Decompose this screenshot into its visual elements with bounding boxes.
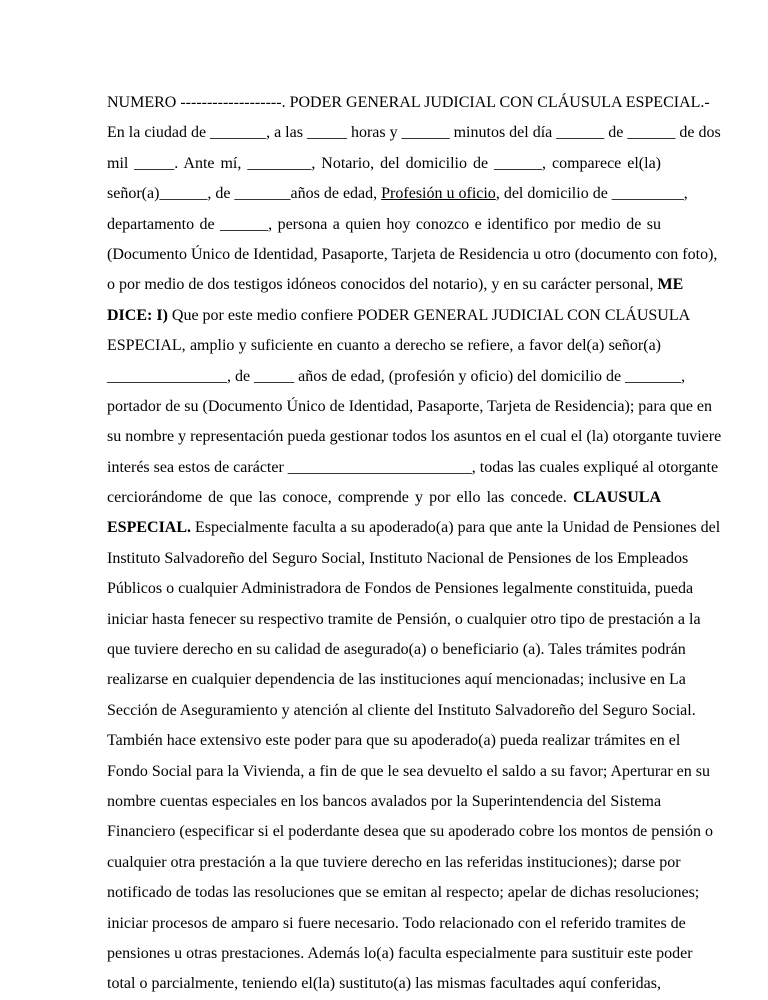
- text-line: [107, 757, 710, 787]
- text-line: [107, 665, 686, 695]
- text-line: [107, 878, 700, 908]
- text-line: [107, 605, 701, 635]
- text-line: [107, 210, 661, 240]
- text-segment: señor(a)______, de _______años de edad,: [107, 185, 382, 203]
- text-line: [107, 179, 688, 209]
- bold-text: DICE: I): [107, 306, 168, 324]
- text-line: [107, 118, 721, 148]
- text-segment: pensiones u otras prestaciones. Además lo(a) faculta especialmente para sustituir este poder: [107, 944, 693, 962]
- text-segment: ESPECIAL, amplio y suficiente en cuanto a derecho se refiere, a favor del(a) señor(a): [107, 337, 661, 355]
- bold-text: ESPECIAL.: [107, 519, 192, 537]
- text-line: [107, 848, 681, 878]
- text-line: [107, 574, 694, 604]
- text-segment: Especialmente faculta a su apoderado(a) para que ante la Unidad de Pensiones del: [191, 519, 721, 537]
- text-segment: interés sea estos de carácter _______________________, todas las cuales expliqué al otorgante: [107, 458, 719, 476]
- text-line: [107, 817, 714, 847]
- text-segment: En la ciudad de _______, a las _____ horas y ______ minutos del día ______ de ______ de dos: [107, 124, 721, 142]
- text-line: [107, 513, 721, 543]
- text-line: [107, 909, 686, 939]
- text-segment: su nombre y representación pueda gestionar todos los asuntos en el cual el (la) otorgante tuviere: [107, 428, 722, 446]
- text-line: [107, 726, 681, 756]
- text-segment: Que por este medio confiere PODER GENERAL JUDICIAL CON CLÁUSULA: [167, 306, 691, 324]
- text-segment: total o parcialmente, teniendo el(la) sustituto(a) las mismas facultades aquí conferidas,: [107, 975, 661, 993]
- text-segment: También hace extensivo este poder para que su apoderado(a) pueda realizar trámites en el: [107, 732, 681, 750]
- text-segment: (Documento Único de Identidad, Pasaporte, Tarjeta de Residencia u otro (documento con foto),: [107, 245, 718, 263]
- text-line: [107, 696, 696, 726]
- text-segment: Fondo Social para la Vivienda, a fin de que le sea devuelto el saldo a su favor; Aperturar en su: [107, 762, 710, 780]
- text-line: [107, 331, 661, 361]
- text-segment: Instituto Salvadoreño del Seguro Social, Instituto Nacional de Pensiones de los Empleados: [107, 549, 689, 567]
- text-line: [107, 453, 719, 483]
- text-line: [107, 301, 691, 331]
- text-line: [107, 362, 686, 392]
- text-segment: Públicos o cualquier Administradora de Fondos de Pensiones legalmente constituida, pueda: [107, 580, 694, 598]
- text-segment: iniciar hasta fenecer su respectivo tramite de Pensión, o cualquier otro tipo de prestación a la: [107, 610, 701, 628]
- text-segment: , del domicilio de _________,: [495, 185, 688, 203]
- text-line: [107, 149, 661, 179]
- text-line: [107, 939, 693, 969]
- text-line: [107, 635, 686, 665]
- text-segment: que tuviere derecho en su calidad de asegurado(a) o beneficiario (a). Tales trámites podrán: [107, 641, 686, 659]
- text-line: [107, 270, 684, 300]
- text-line: [107, 544, 689, 574]
- text-segment: o por medio de dos testigos idóneos conocidos del notario), y en su carácter personal,: [107, 276, 658, 294]
- bold-text: CLAUSULA: [572, 489, 661, 507]
- text-segment: cualquier otra prestación a la que tuviere derecho en las referidas instituciones); darse por: [107, 853, 681, 871]
- text-segment: realizarse en cualquier dependencia de las instituciones aquí mencionadas; inclusive en La: [107, 671, 686, 689]
- text-segment: notificado de todas las resoluciones que se emitan al respecto; apelar de dichas resoluciones;: [107, 884, 700, 902]
- text-line: [107, 787, 661, 817]
- text-segment: portador de su (Documento Único de Identidad, Pasaporte, Tarjeta de Residencia); para que en: [107, 397, 713, 415]
- text-line: [107, 422, 722, 452]
- text-segment: Financiero (especificar si el poderdante desea que su apoderado cobre los montos de pensión o: [107, 823, 714, 841]
- text-line: [107, 240, 718, 270]
- text-segment: mil _____. Ante mí, ________, Notario, del domicilio de ______, comparece el(la): [107, 154, 661, 172]
- text-line: [107, 969, 661, 999]
- document-body: [107, 88, 722, 1000]
- text-segment: departamento de ______, persona a quien hoy conozco e identifico por medio de su: [107, 215, 661, 233]
- underlined-text: Profesión u oficio: [381, 185, 496, 203]
- text-segment: Sección de Aseguramiento y atención al cliente del Instituto Salvadoreño del Seguro Social.: [107, 701, 696, 719]
- text-line: [107, 392, 713, 422]
- text-segment: _______________, de _____ años de edad, (profesión y oficio) del domicilio de _______,: [107, 367, 686, 385]
- text-line: [107, 483, 661, 513]
- text-segment: iniciar procesos de amparo si fuere necesario. Todo relacionado con el referido tramites de: [107, 914, 686, 932]
- bold-text: ME: [657, 276, 684, 294]
- text-segment: NUMERO -------------------. PODER GENERAL JUDICIAL CON CLÁUSULA ESPECIAL.-: [107, 94, 710, 111]
- text-segment: cerciorándome de que las conoce, comprende y por ello las concede.: [107, 489, 573, 507]
- text-line: [107, 88, 710, 118]
- text-segment: nombre cuentas especiales en los bancos avalados por la Superintendencia del Sistema: [107, 792, 662, 810]
